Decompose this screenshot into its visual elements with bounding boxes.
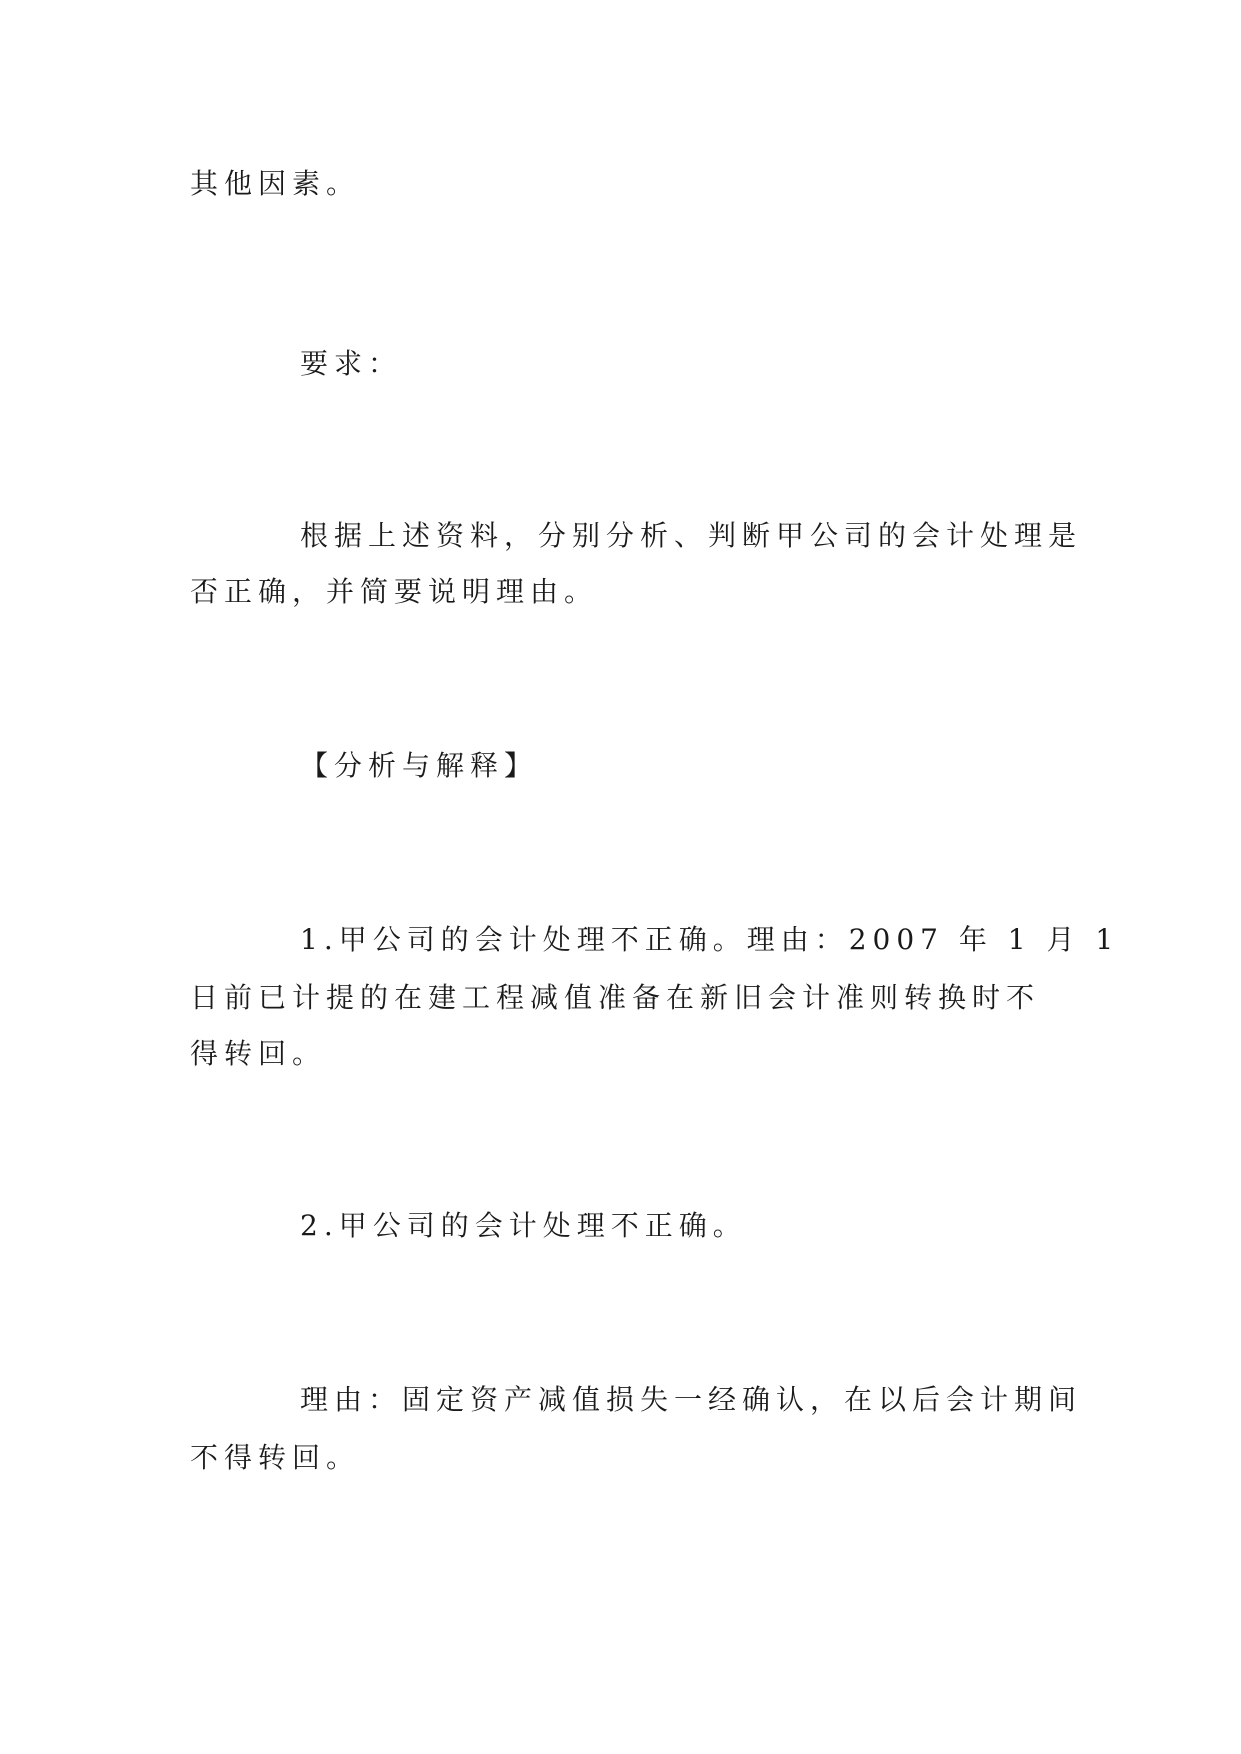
- heading-requirements: 要求：: [300, 347, 403, 380]
- text-line-other-factors: 其他因素。: [190, 167, 361, 200]
- answer-1-line-3: 得转回。: [190, 1037, 327, 1070]
- answer-2-reason-line-2: 不得转回。: [190, 1441, 361, 1474]
- heading-analysis: 【分析与解释】: [300, 749, 539, 782]
- requirement-text-line-1: 根据上述资料，分别分析、判断甲公司的会计处理是: [300, 519, 1083, 552]
- answer-2-line-1: 2.甲公司的会计处理不正确。: [300, 1209, 747, 1242]
- answer-2-reason-line-1: 理由：固定资产减值损失一经确认，在以后会计期间: [300, 1383, 1083, 1416]
- answer-1-line-2: 日前已计提的在建工程减值准备在新旧会计准则转换时不: [190, 981, 1041, 1014]
- requirement-text-line-2: 否正确，并简要说明理由。: [190, 575, 599, 608]
- answer-1-line-1: 1.甲公司的会计处理不正确。理由：2007 年 1 月 1: [300, 923, 1120, 956]
